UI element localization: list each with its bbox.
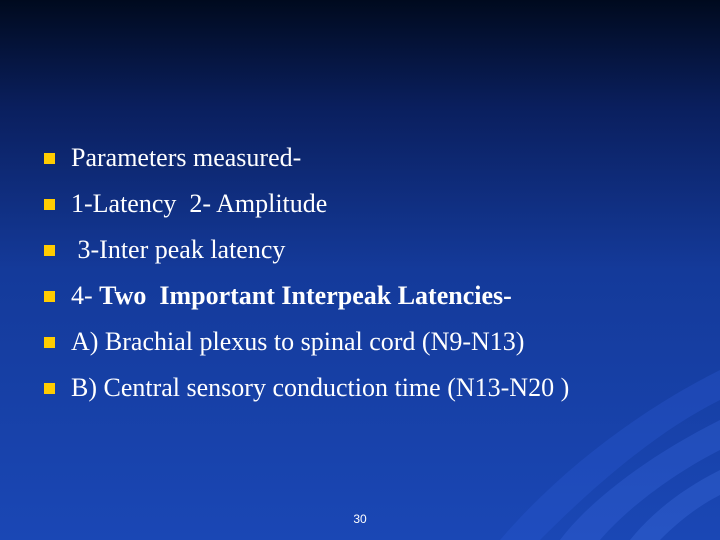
bullet-item bbox=[44, 273, 704, 319]
bullet-item bbox=[44, 227, 704, 273]
bullet-list bbox=[44, 135, 704, 411]
square-bullet-icon bbox=[44, 383, 55, 394]
square-bullet-icon bbox=[44, 291, 55, 302]
bullet-text: 1-Latency 2- Amplitude bbox=[71, 189, 328, 218]
bullet-item bbox=[44, 181, 704, 227]
bullet-text: Parameters measured- bbox=[71, 143, 302, 172]
bullet-bold-text: Two Important Interpeak Latencies- bbox=[99, 281, 512, 310]
square-bullet-icon bbox=[44, 245, 55, 256]
bullet-text: A) Brachial plexus to spinal cord (N9-N13) bbox=[71, 327, 525, 356]
bullet-item bbox=[44, 365, 704, 411]
square-bullet-icon bbox=[44, 153, 55, 164]
bullet-item bbox=[44, 135, 704, 181]
bullet-text: B) Central sensory conduction time (N13-N20 ) bbox=[71, 373, 570, 402]
bullet-item bbox=[44, 319, 704, 365]
bullet-text: 3-Inter peak latency bbox=[71, 235, 286, 264]
square-bullet-icon bbox=[44, 337, 55, 348]
page-number: 30 bbox=[353, 512, 367, 526]
square-bullet-icon bbox=[44, 199, 55, 210]
bullet-text: 4- bbox=[71, 281, 100, 310]
